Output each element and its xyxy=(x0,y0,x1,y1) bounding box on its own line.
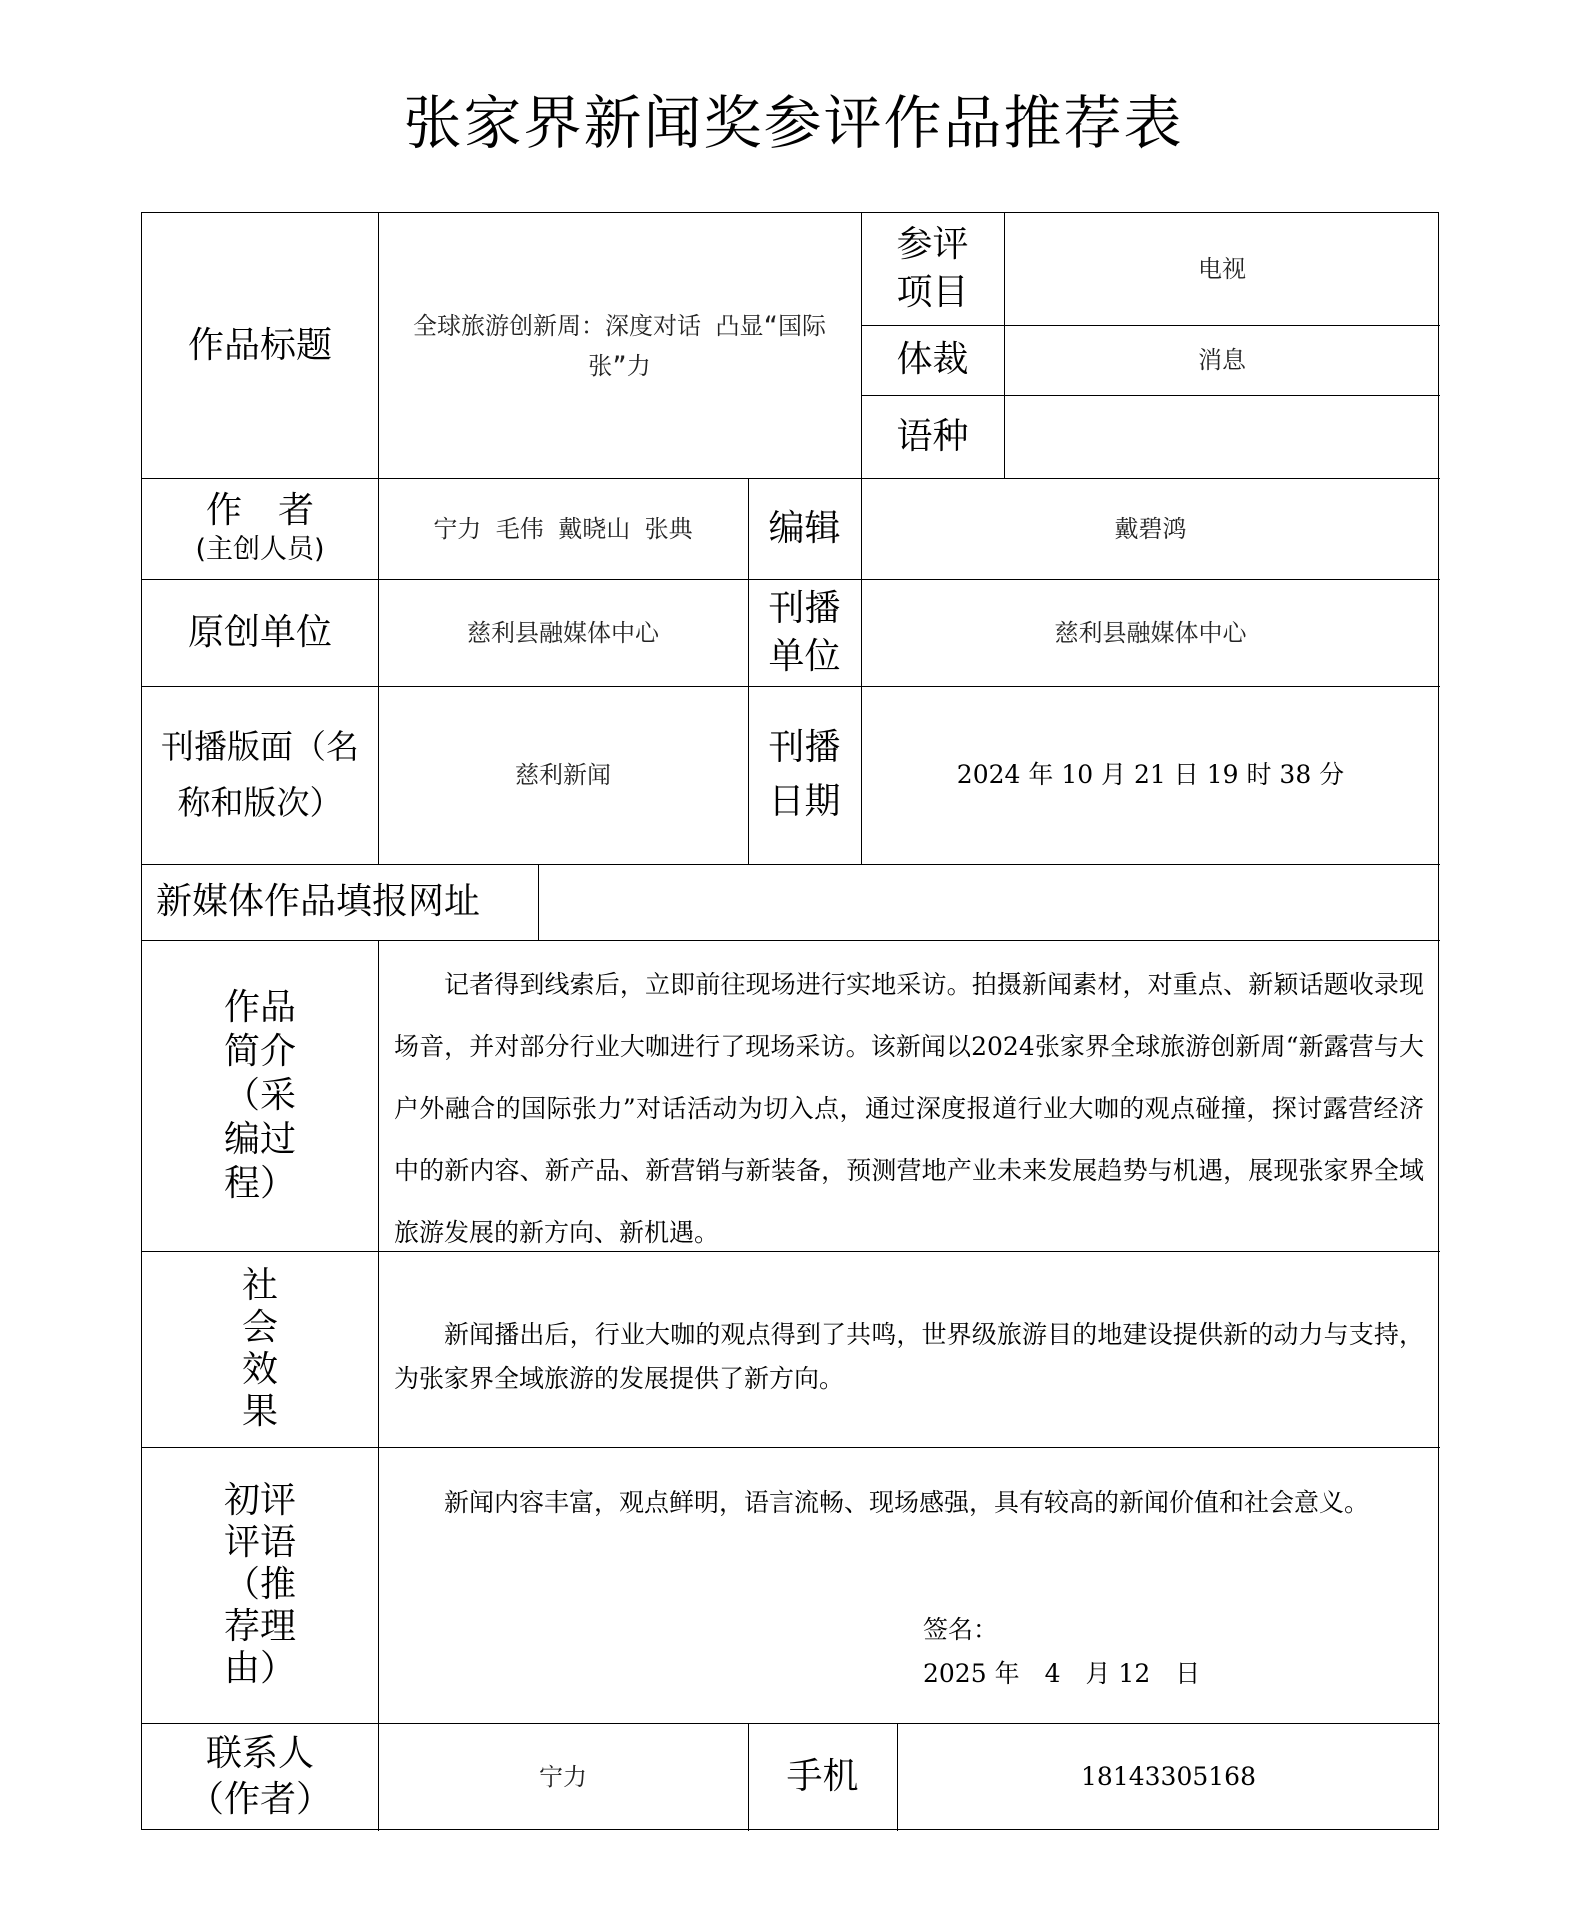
effect-text: 新闻播出后，行业大咖的观点得到了共鸣，世界级旅游目的地建设提供新的动力与支持，为张家界全域旅游的发展提供了新方向。 xyxy=(394,1320,1424,1393)
publish-page-value: 慈利新闻 xyxy=(515,761,611,789)
review-label-text: 初评评语（推荐理由） xyxy=(223,1480,296,1689)
effect-label xyxy=(142,1251,378,1447)
contact-label: 联系人（作者） xyxy=(187,1733,332,1820)
page-title: 张家界新闻奖参评作品推荐表 xyxy=(403,89,1184,157)
author-label: 作 者 xyxy=(205,489,314,531)
contact-value: 宁力 xyxy=(539,1763,587,1791)
author-sub-label: (主创人员) xyxy=(195,533,325,565)
process-label-text: 作品简介（采编过程） xyxy=(223,986,296,1204)
publish-unit-label: 刊播单位 xyxy=(768,587,841,677)
effect-label-text: 社会效果 xyxy=(241,1265,278,1432)
genre-value: 消息 xyxy=(1198,346,1246,374)
recommendation-form-table xyxy=(141,212,1439,1830)
signature-date: 2025 年 4 月 12 日 xyxy=(923,1659,1201,1688)
phone-label: 手机 xyxy=(786,1756,859,1797)
work-title-value: 全球旅游创新周：深度对话 凸显“国际张”力 xyxy=(413,311,826,380)
editor-value: 戴碧鸿 xyxy=(1114,514,1187,543)
author-label-cell xyxy=(142,478,378,579)
new-media-url-label: 新媒体作品填报网址 xyxy=(156,881,481,922)
review-label xyxy=(142,1447,378,1723)
process-label xyxy=(142,940,378,1251)
project-label: 参评项目 xyxy=(896,224,969,313)
original-unit-value: 慈利县融媒体中心 xyxy=(467,618,659,647)
project-value: 电视 xyxy=(1198,255,1246,283)
signature-label: 签名： xyxy=(923,1615,999,1644)
language-value xyxy=(1004,395,1440,478)
original-unit-label: 原创单位 xyxy=(187,611,332,653)
author-value: 宁力 毛伟 戴晓山 张典 xyxy=(433,514,693,543)
genre-label: 体裁 xyxy=(896,339,969,380)
publish-page-label: 刊播版面（名称和版次） xyxy=(161,727,359,822)
publish-date-value: 2024 年 10 月 21 日 19 时 38 分 xyxy=(956,760,1345,789)
review-text: 新闻内容丰富，观点鲜明，语言流畅、现场感强，具有较高的新闻价值和社会意义。 xyxy=(444,1488,1370,1517)
process-text: 记者得到线索后，立即前往现场进行实地采访。拍摄新闻素材，对重点、新颖话题收录现场音，并对部分行业大咖进行了现场采访。该新闻以2024张家界全球旅游创新周“新露营与大户外融合的国际张力”对话活动为切入点，通过深度报道行业大咖的观点碰撞，探讨露营经济中的新内容、新产品、新营销与新装备，预测营地产业未来发展趋势与机遇，展现张家界全域旅游发展的新方向、新机遇。 xyxy=(394,970,1424,1247)
work-title-label: 作品标题 xyxy=(187,324,332,366)
editor-label: 编辑 xyxy=(768,507,841,549)
language-label: 语种 xyxy=(896,415,969,457)
new-media-url-value xyxy=(538,864,1440,940)
phone-value: 18143305168 xyxy=(1081,1762,1256,1791)
publish-unit-value: 慈利县融媒体中心 xyxy=(1054,618,1247,647)
publish-date-label: 刊播日期 xyxy=(768,727,841,822)
